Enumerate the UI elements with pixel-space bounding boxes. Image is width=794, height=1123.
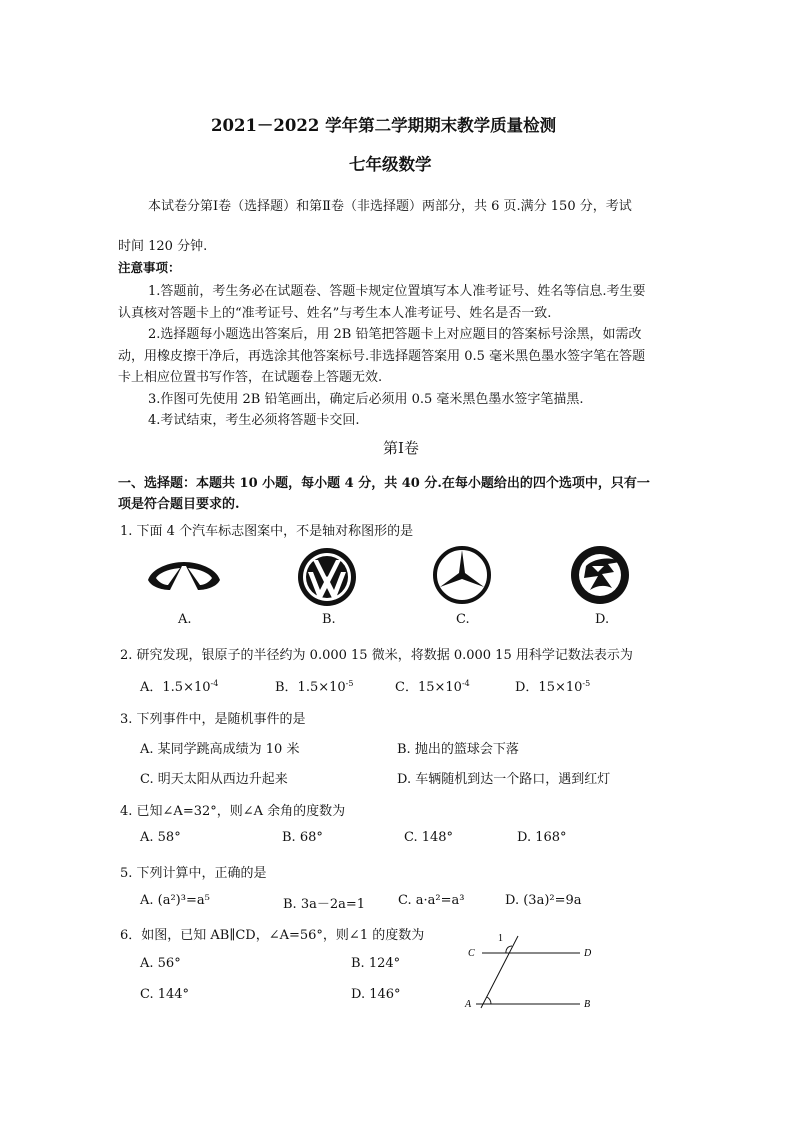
question-2: 2. 研究发现，银原子的半径约为 0.000 15 微米，将数据 0.000 15 用科学记数法表示为	[120, 648, 633, 663]
q3-option-d: D. 车辆随机到达一个路口，遇到红灯	[397, 772, 611, 787]
intro-line-2: 时间 120 分钟.	[118, 239, 208, 254]
notice-line-6: 3.作图可先使用 2B 铅笔画出，确定后必须用 0.5 毫米黑色墨水签字笔描黑.	[148, 392, 584, 407]
q3-option-a: A. 某同学跳高成绩为 10 米	[140, 742, 300, 757]
question-5: 5. 下列计算中，正确的是	[120, 866, 267, 881]
notice-line-7: 4.考试结束，考生必须将答题卡交回.	[148, 413, 360, 428]
q1-label-d: D.	[595, 612, 610, 627]
q2-option-d: D．$15\times 10^{-5}$	[515, 679, 591, 695]
q2-option-c: C．$15\times 10^{-4}$	[395, 679, 470, 695]
q3-option-b: B. 抛出的篮球会下落	[397, 742, 519, 757]
transversal-line	[481, 936, 518, 1008]
angle-a-arc	[487, 997, 491, 1004]
section-desc-1: 一、选择题：本题共 10 小题，每小题 4 分，共 40 分.在每小题给出的四个选项中，只有一	[118, 476, 650, 491]
exam-subtitle: 七年级数学	[349, 155, 432, 174]
q5-option-d: D. (3a)²=9a	[505, 893, 582, 908]
q1-label-c: C.	[456, 612, 470, 627]
figure-label-a: A	[465, 999, 472, 1010]
q3-option-c: C. 明天太阳从西边升起来	[140, 772, 288, 787]
figure-label-1: 1	[498, 933, 503, 944]
q6-option-c: C. 144°	[140, 987, 190, 1002]
q5-option-a: A. (a²)³=a⁵	[140, 893, 210, 908]
q6-option-a: A. 56°	[140, 956, 181, 971]
q5-option-b: B. 3a－2a=1	[283, 897, 366, 912]
question-4: 4. 已知∠A=32°，则∠A 余角的度数为	[120, 804, 346, 819]
q4-option-c: C. 148°	[404, 830, 454, 845]
notice-heading: 注意事项：	[118, 260, 181, 275]
q2-option-b: B．$1.5\times 10^{-5}$	[275, 679, 354, 695]
dongfeng-logo	[568, 544, 632, 606]
figure-label-c: C	[468, 948, 475, 959]
question-1: 1. 下面 4 个汽车标志图案中，不是轴对称图形的是	[120, 524, 414, 539]
q6-option-b: B. 124°	[351, 956, 401, 971]
exam-title: 2021－2022 学年第二学期期末教学质量检测	[211, 116, 557, 135]
q4-option-d: D. 168°	[517, 830, 567, 845]
q1-label-b: B.	[322, 612, 336, 627]
q2-option-a: A．$1.5\times 10^{-4}$	[140, 679, 219, 695]
infiniti-logo	[146, 558, 222, 594]
section-title: 第Ⅰ卷	[383, 439, 419, 457]
q5-option-c: C. a·a²=a³	[398, 893, 465, 908]
question-3: 3. 下列事件中，是随机事件的是	[120, 712, 306, 727]
q4-option-a: A. 58°	[140, 830, 181, 845]
q1-label-a: A.	[178, 612, 192, 627]
parallel-lines-figure	[462, 926, 602, 1016]
section-desc-2: 项是符合题目要求的.	[118, 497, 240, 512]
figure-label-b: B	[584, 999, 591, 1010]
notice-line-1: 1.答题前，考生务必在试题卷、答题卡规定位置填写本人准考证号、姓名等信息.考生要	[148, 284, 646, 299]
q6-option-d: D. 146°	[351, 987, 401, 1002]
notice-line-4: 动，用橡皮擦干净后，再选涂其他答案标号.非选择题答案用 0.5 毫米黑色墨水签字笔在答题	[118, 349, 646, 364]
intro-line-1: 本试卷分第Ⅰ卷（选择题）和第Ⅱ卷（非选择题）两部分，共 6 页.满分 150 分，考试	[148, 199, 632, 214]
mercedes-logo	[432, 545, 492, 605]
notice-line-3: 2.选择题每小题选出答案后，用 2B 铅笔把答题卡上对应题目的答案标号涂黑，如需改	[148, 327, 642, 342]
figure-label-d: D	[584, 948, 592, 959]
volkswagen-logo	[296, 546, 358, 608]
question-6: 6．如图，已知 AB∥CD，∠A=56°，则∠1 的度数为	[120, 928, 425, 943]
q4-option-b: B. 68°	[282, 830, 323, 845]
notice-line-2: 认真核对答题卡上的“准考证号、姓名”与考生本人准考证号、姓名是否一致.	[118, 306, 552, 321]
notice-line-5: 卡上相应位置书写作答，在试题卷上答题无效.	[118, 370, 383, 385]
